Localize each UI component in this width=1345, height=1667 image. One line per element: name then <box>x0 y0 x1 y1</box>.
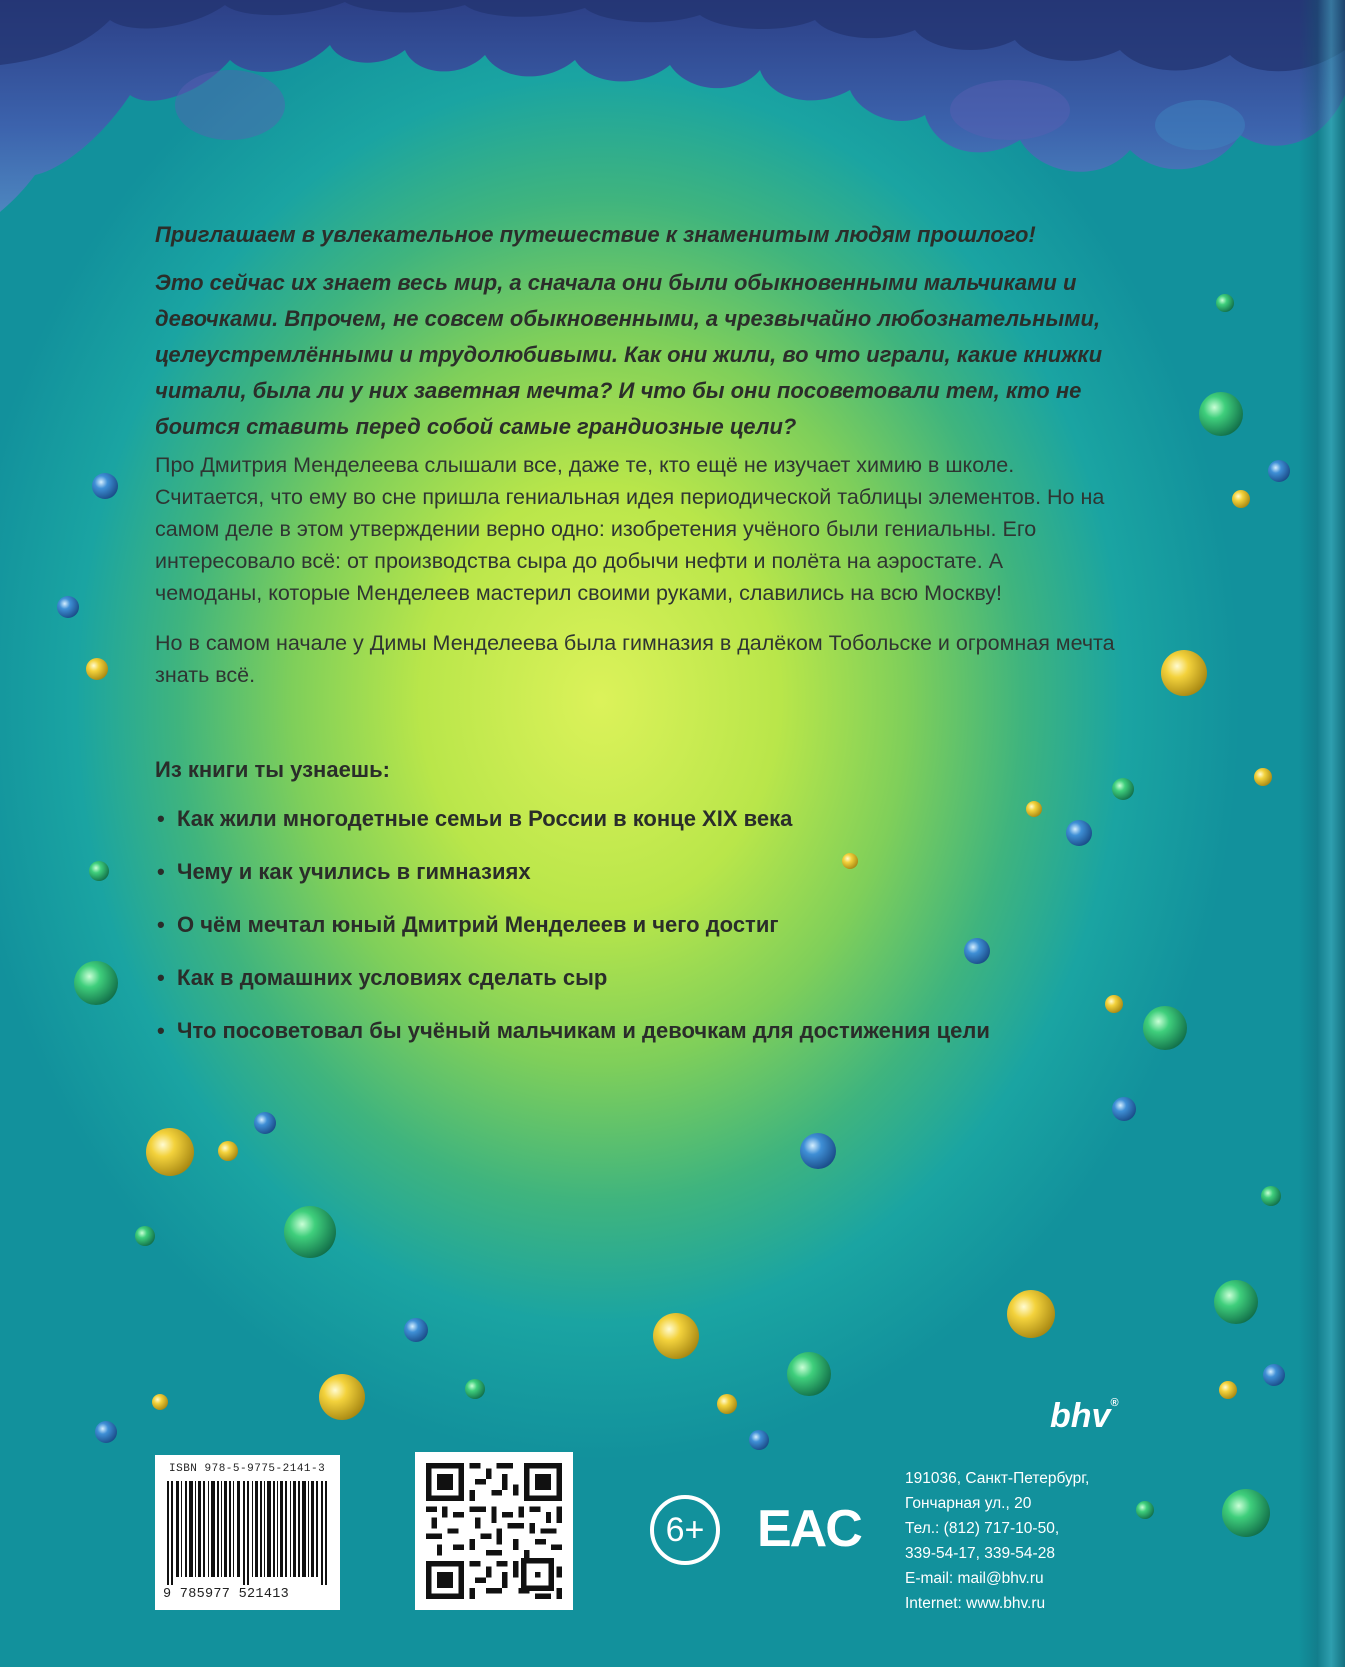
learn-item: • Чему и как учились в гимназиях <box>155 858 1115 886</box>
learn-item: • Как в домашних условиях сделать сыр <box>155 964 1115 992</box>
learn-list <box>155 805 1115 1045</box>
learn-item: • Как жили многодетные семьи в России в конце XIX века <box>155 805 1115 833</box>
intro-section <box>155 217 1115 457</box>
publisher-logo-text: bhv <box>1050 1397 1111 1435</box>
description-section <box>155 449 1115 709</box>
eac-mark: EAC <box>757 1500 861 1558</box>
publisher-logo <box>1050 1397 1119 1436</box>
phone-line: 339-54-17, 339-54-28 <box>905 1545 1055 1562</box>
publisher-contacts <box>905 1466 1089 1616</box>
email-line[interactable]: E-mail: mail@bhv.ru <box>905 1570 1044 1587</box>
barcode-digits: 9 785977 521413 <box>163 1587 290 1602</box>
learn-item: • О чём мечтал юный Дмитрий Менделеев и чего достиг <box>155 911 1115 939</box>
description-paragraph-2: Но в самом начале у Димы Менделеева была гимназия в далёком Тобольске и огромная мечта знать всё. <box>155 631 1115 687</box>
website-line[interactable]: Internet: www.bhv.ru <box>905 1595 1046 1612</box>
lead-paragraph: Это сейчас их знает весь мир, а сначала они были обыкновенными мальчиками и девочками. Впрочем, не совсем обыкновенными, а чрезвычайно любознательными, целеустремлёнными и трудолюбивыми. Как они жили, во что играли, какие книжки читали, была ли у них заветная мечта? И что бы они посоветовали тем, кто не боится ставить перед собой самые грандиозные цели? <box>155 270 1103 439</box>
registered-mark: ® <box>1110 1397 1119 1409</box>
qr-code[interactable] <box>415 1452 573 1610</box>
learn-section <box>155 757 1115 1070</box>
age-rating-badge: 6+ <box>650 1495 720 1565</box>
address-line: Гончарная ул., 20 <box>905 1495 1032 1512</box>
phone-line: Тел.: (812) 717-10-50, <box>905 1520 1060 1537</box>
invitation-text: Приглашаем в увлекательное путешествие к знаменитым людям прошлого! <box>155 222 1036 247</box>
qr-code-pattern <box>415 1452 573 1610</box>
address-line: 191036, Санкт-Петербург, <box>905 1470 1090 1487</box>
barcode-bars <box>167 1481 327 1585</box>
isbn-barcode <box>155 1455 340 1610</box>
spine-edge <box>1299 0 1345 1667</box>
isbn-label: ISBN 978-5-9775-2141-3 <box>169 1463 326 1475</box>
learn-item: • Что посоветовал бы учёный мальчикам и девочкам для достижения цели <box>155 1017 1115 1045</box>
description-paragraph-1: Про Дмитрия Менделеева слышали все, даже те, кто ещё не изучает химию в школе. Считается, что ему во сне пришла гениальная идея периодической таблицы элементов. Но на самом деле в этом утверждении верно одно: изобретения учёного были гениальны. Его интересовало всё: от производства сыра до добычи нефти и полёта на аэростате. А чемоданы, которые Менделеев мастерил своими руками, славились на всю Москву! <box>155 453 1105 605</box>
learn-heading: Из книги ты узнаешь: <box>155 757 390 782</box>
